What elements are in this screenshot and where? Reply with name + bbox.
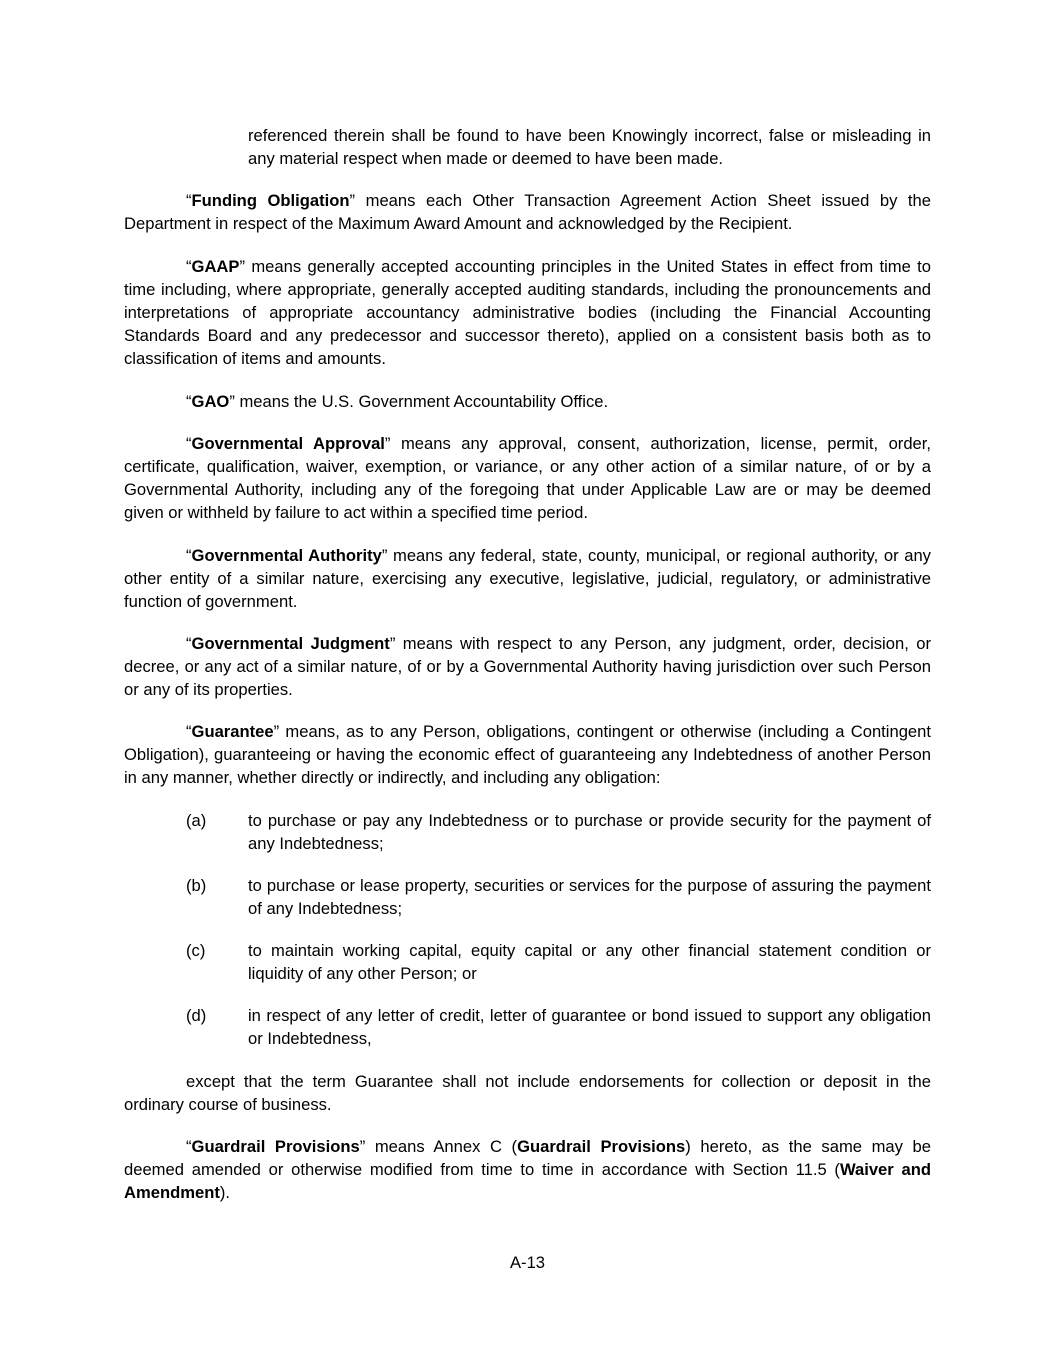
defined-term: GAAP bbox=[191, 257, 240, 276]
open-quote: “ bbox=[186, 434, 192, 453]
list-item-marker: (c) bbox=[186, 941, 206, 960]
definition-gaap bbox=[124, 255, 931, 370]
definition-guarantee bbox=[124, 720, 931, 789]
definition-text: ” means any approval, consent, authorization, license, permit, order, certificate, qualification, waiver, exemption, or variance, or any other action of a similar nature, of or by a Governmental Authority, including any of the foregoing that under Applicable Law are or may be deemed given or withheld by failure to act within a specified time period. bbox=[124, 434, 932, 522]
defined-term: GAO bbox=[191, 392, 230, 411]
cross-reference: Waiver and Amendment bbox=[124, 1160, 931, 1202]
open-quote: “ bbox=[186, 392, 192, 411]
defined-term: Governmental Judgment bbox=[191, 634, 390, 653]
definition-text: ” means each Other Transaction Agreement Action Sheet issued by the Department in respect of the Maximum Award Amount and acknowledged by the Recipient. bbox=[124, 191, 931, 233]
cross-reference: Guardrail Provisions bbox=[517, 1137, 686, 1156]
exception-text: except that the term Guarantee shall not include endorsements for collection or deposit in the ordinary course of business. bbox=[124, 1072, 931, 1114]
open-quote: “ bbox=[186, 191, 192, 210]
definition-text: ” means Annex C ( bbox=[359, 1137, 518, 1156]
defined-term: Guarantee bbox=[191, 722, 274, 741]
open-quote: “ bbox=[186, 1137, 192, 1156]
open-quote: “ bbox=[186, 546, 192, 565]
defined-term: Governmental Authority bbox=[191, 546, 382, 565]
definition-text: ” means with respect to any Person, any judgment, order, decision, or decree, or any act of a similar nature, of or by a Governmental Authority having jurisdiction over such Person or any of its properties. bbox=[124, 634, 931, 699]
definition-governmental-judgment bbox=[124, 632, 931, 701]
list-item bbox=[124, 1004, 931, 1050]
list-item bbox=[124, 874, 931, 920]
definition-gao bbox=[124, 390, 931, 413]
list-item-text: to maintain working capital, equity capital or any other financial statement condition or liquidity of any other Person; or bbox=[248, 941, 931, 983]
definition-text: ” means generally accepted accounting principles in the United States in effect from time to time including, where appropriate, generally accepted auditing standards, including the pronouncements and interpretations of appropriate accountancy administrative bodies (including the Financial Accounting Standards Board and any predecessor and successor thereto), applied on a consistent basis both as to classification of items and amounts. bbox=[124, 257, 931, 368]
defined-term: Guardrail Provisions bbox=[191, 1137, 360, 1156]
open-quote: “ bbox=[186, 722, 192, 741]
list-item-text: to purchase or pay any Indebtedness or to purchase or provide security for the payment of any Indebtedness; bbox=[248, 811, 931, 853]
continuation-text: referenced therein shall be found to have been Knowingly incorrect, false or misleading in any material respect when made or deemed to have been made. bbox=[248, 126, 931, 168]
definition-governmental-approval bbox=[124, 432, 931, 524]
definition-governmental-authority bbox=[124, 544, 931, 613]
defined-term: Funding Obligation bbox=[191, 191, 350, 210]
open-quote: “ bbox=[186, 257, 192, 276]
list-item bbox=[124, 939, 931, 985]
list-item-marker: (b) bbox=[186, 876, 207, 895]
definition-text: ” means any federal, state, county, municipal, or regional authority, or any other entity of a similar nature, exercising any executive, legislative, judicial, regulatory, or administrative function of government. bbox=[124, 546, 931, 611]
defined-term: Governmental Approval bbox=[191, 434, 385, 453]
list-item-text: in respect of any letter of credit, letter of guarantee or bond issued to support any obligation or Indebtedness, bbox=[248, 1006, 931, 1048]
definition-guardrail-provisions bbox=[124, 1135, 931, 1204]
definition-text: ) hereto, as the same may be deemed amended or otherwise modified from time to time in accordance with Section 11.5 ( bbox=[124, 1137, 931, 1179]
definition-text: ” means the U.S. Government Accountability Office. bbox=[229, 392, 609, 411]
list-item-marker: (d) bbox=[186, 1006, 207, 1025]
page-number: A-13 bbox=[509, 1253, 546, 1272]
definition-text: ” means, as to any Person, obligations, contingent or otherwise (including a Contingent Obligation), guaranteeing or having the economic effect of guaranteeing any Indebtedness of another Person in any manner, whether directly or indirectly, and including any obligation: bbox=[124, 722, 931, 787]
guarantee-exception bbox=[124, 1070, 931, 1116]
definition-funding-obligation bbox=[124, 189, 931, 235]
list-item bbox=[124, 809, 931, 855]
list-item-text: to purchase or lease property, securities or services for the purpose of assuring the payment of any Indebtedness; bbox=[248, 876, 931, 918]
open-quote: “ bbox=[186, 634, 192, 653]
list-item-marker: (a) bbox=[186, 811, 207, 830]
definition-text: ). bbox=[219, 1183, 231, 1202]
